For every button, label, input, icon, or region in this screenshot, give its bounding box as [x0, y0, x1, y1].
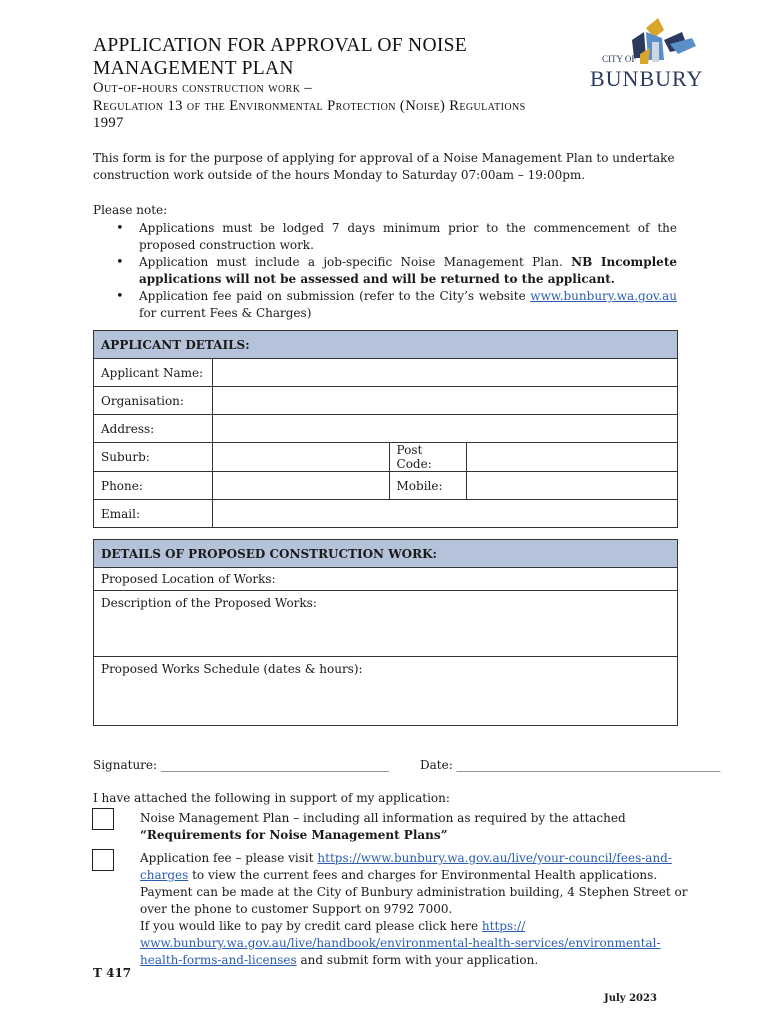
logo-big-text: BUNBURY [590, 66, 704, 91]
location-field[interactable] [94, 568, 678, 591]
title-line-2: MANAGEMENT PLAN [93, 58, 294, 79]
organisation-field[interactable] [212, 387, 677, 415]
applicant-name-field[interactable] [212, 359, 677, 387]
form-code: T 417 [93, 966, 132, 980]
note-text: Applications must be lodged 7 days minimum prior to the commencement of the proposed construction work. [139, 221, 677, 252]
subtitle-line-2: Regulation 13 of the Environmental Protection (Noise) Regulations [93, 97, 526, 114]
fees-charges-link[interactable]: https://www.bunbury.wa.gov.au/live/your-council/fees-and-charges [140, 851, 672, 882]
noise-plan-requirements: “Requirements for Noise Management Plans” [140, 828, 448, 842]
address-field[interactable] [212, 415, 677, 443]
city-of-bunbury-logo [584, 18, 714, 92]
address-label: Address: [94, 415, 213, 443]
note-item [114, 254, 677, 288]
mobile-label: Mobile: [389, 472, 467, 500]
website-link[interactable]: www.bunbury.wa.gov.au [530, 289, 677, 303]
note-item [114, 220, 677, 254]
works-heading: DETAILS OF PROPOSED CONSTRUCTION WORK: [94, 540, 678, 568]
footer-date: July 2023 [604, 993, 657, 1004]
applicant-details-heading: APPLICANT DETAILS: [94, 331, 678, 359]
note-text: for current Fees & Charges) [139, 306, 312, 320]
location-label: Proposed Location of Works: [101, 572, 276, 586]
logo-small-text: CITY OF [602, 54, 637, 64]
suburb-field[interactable] [212, 443, 389, 472]
description-field[interactable] [94, 591, 678, 657]
construction-work-table [93, 539, 678, 726]
credit-card-text: If you would like to pay by credit card please click here [140, 919, 482, 933]
date-line[interactable]: Date: ____________________________________________ [420, 758, 721, 772]
applicant-name-label: Applicant Name: [94, 359, 213, 387]
attachments-intro: I have attached the following in support of my application: [93, 791, 450, 805]
subtitle-line-1: Out-of-hours construction work – [93, 80, 313, 96]
phone-field[interactable] [212, 472, 389, 500]
application-fee-checkbox[interactable] [92, 849, 114, 871]
submit-text: and submit form with your application. [296, 953, 539, 967]
page-title [93, 34, 533, 80]
note-text: Application must include a job-specific Noise Management Plan. [139, 255, 572, 269]
fee-text: to view the current fees and charges for Environmental Health applications. Payment can be made at the City of Bunbury administration building, 4 Stephen Street or over the phone to customer Support on 9792 7000. [140, 868, 688, 916]
signature-line[interactable]: Signature: ______________________________________ [93, 758, 389, 772]
description-label: Description of the Proposed Works: [101, 596, 317, 610]
suburb-label: Suburb: [94, 443, 213, 472]
title-line-1: APPLICATION FOR APPROVAL OF NOISE [93, 35, 467, 56]
organisation-label: Organisation: [94, 387, 213, 415]
email-field[interactable] [212, 500, 677, 528]
noise-plan-item [140, 810, 685, 844]
logo-emblem-icon [632, 18, 696, 64]
mobile-field[interactable] [467, 472, 678, 500]
note-text: Application fee paid on submission (refer to the City’s website [139, 289, 531, 303]
subtitle-line-3: 1997 [93, 115, 124, 131]
schedule-label: Proposed Works Schedule (dates & hours): [101, 662, 363, 676]
phone-label: Phone: [94, 472, 213, 500]
postcode-field[interactable] [467, 443, 678, 472]
schedule-field[interactable] [94, 657, 678, 726]
application-fee-item [140, 850, 688, 969]
note-bold-text: NB Incomplete applications will not be assessed and will be returned to the applicant. [139, 255, 677, 286]
applicant-details-table [93, 330, 678, 528]
intro-paragraph: This form is for the purpose of applying for approval of a Noise Management Plan to undertake construction work outside of the hours Monday to Saturday 07:00am – 19:00pm. [93, 151, 675, 182]
postcode-label: Post Code: [389, 443, 467, 472]
noise-plan-text: Noise Management Plan – including all information as required by the attached [140, 811, 626, 825]
notes-list [114, 220, 677, 322]
fee-text: Application fee – please visit [140, 851, 318, 865]
noise-plan-checkbox[interactable] [92, 808, 114, 830]
forms-licenses-link[interactable]: https:// www.bunbury.wa.gov.au/live/handbook/environmental-health-services/environmental-health-forms-and-licenses [140, 919, 661, 967]
email-label: Email: [94, 500, 213, 528]
please-note-label: Please note: [93, 203, 168, 217]
note-item [114, 288, 677, 322]
